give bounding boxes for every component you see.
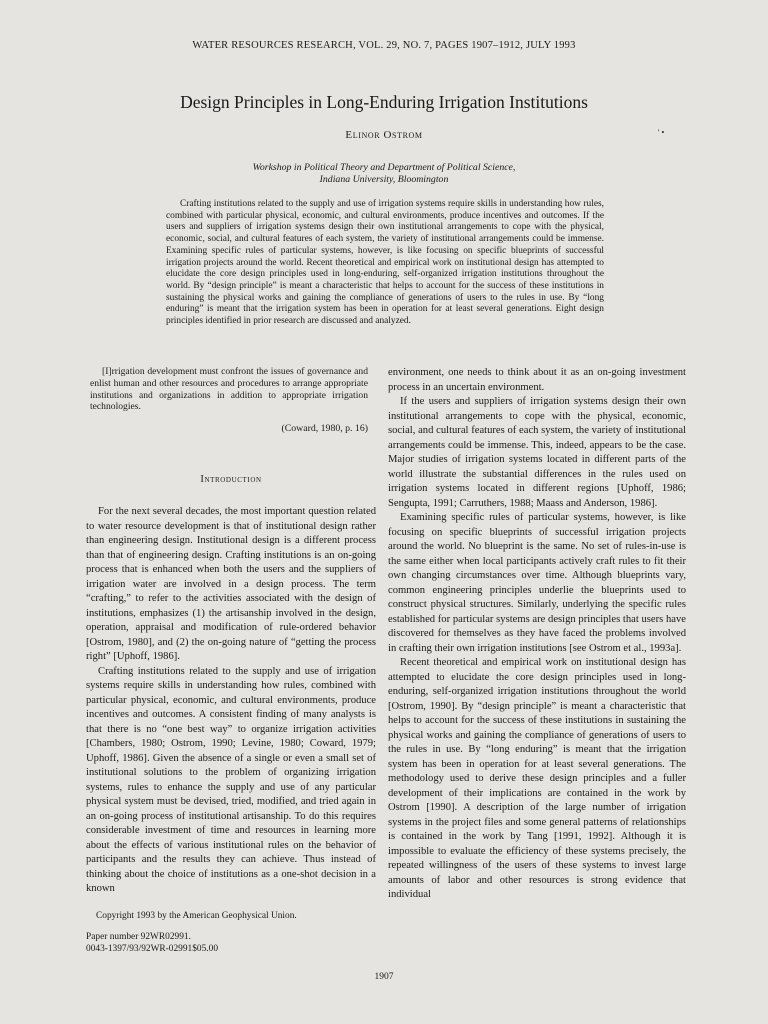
- epigraph-quote: [I]rrigation development must confront the issues of governance and enlist human and other resources and procedures to arrange appropriate institutions and organizations in addition to appropriate irrigation technologies.: [90, 366, 368, 413]
- copyright-line: Copyright 1993 by the American Geophysical Union.: [96, 910, 297, 921]
- epigraph-citation: (Coward, 1980, p. 16): [281, 423, 368, 435]
- body-paragraph: For the next several decades, the most important question related to water resource development is that of institutional design rather than engineering design. Institutional design is a different process than that of engineering design. Crafting institutions is an on-going process that is enhanced when both the users and the suppliers of irrigation water are involved in a design process. The term “crafting,” to refer to the activities associated with the design of institutions, emphasizes (1) the artisanship involved in the design, operation, appraisal and modification of rule-ordered behavior [Ostrom, 1980], and (2) the on-going nature of “getting the process right” [Uphoff, 1986].: [86, 506, 376, 663]
- copyright-block: [86, 911, 376, 956]
- affiliation-line: Indiana University, Bloomington: [319, 174, 449, 185]
- abstract: Crafting institutions related to the supply and use of irrigation systems require skills in understanding how rules, combined with particular physical, economic, and cultural environments, produce incentives and outcomes. If the users and suppliers of irrigation systems design their own institutional arrangements to cope with the physical, economic, social, and cultural features of each system, the variety of institutional arrangements could be immense. Examining specific rules of particular systems, however, is like focusing on specific blueprints of successful irrigation projects around the world. Recent theoretical and empirical work on institutional design has attempted to elucidate the core design principles used in long-enduring, self-organized irrigation institutions throughout the world. By “design principle” is meant a characteristic that helps to account for the success of these institutions in sustaining the physical works and gaining the compliance of generations of users to the rules in use. By “long enduring” is meant that the irrigation system has been in operation for at least several generations. Eight design principles identified in prior research are discussed and analyzed.: [166, 199, 604, 327]
- issn-line: 0043-1397/93/92WR-02991$05.00: [86, 943, 219, 954]
- body-paragraph: Examining specific rules of particular systems, however, is like focusing on specific blueprints of successful irrigation projects around the world. No blueprint is the same. No set of rules-in-use is the same either when local participants actively craft rules to fit their own changing circumstances over time. Although blueprints vary, common engineering principles underlie the blueprints used to construct physical structures. Similarly, underlying the specific rules established for particular systems are design principles that users have discovered for themselves as they have faced the problems involved in crafting their own irrigation institutions [see Ostrom et al., 1993a].: [388, 512, 686, 654]
- page-mark: ' •: [658, 128, 665, 137]
- body-paragraph: environment, one needs to think about it as an on-going investment process in an uncertain environment.: [388, 367, 686, 393]
- page-number: 1907: [374, 972, 394, 982]
- body-paragraph: If the users and suppliers of irrigation systems design their own institutional arrangements to cope with the physical, economic, social, and cultural features of each system, the variety of institutional arrangements could be immense. This, indeed, appears to be the case. Major studies of irrigation systems located in different parts of the world illustrate the substantial differences in the rules used on irrigation systems located in different regions [Uphoff, 1986; Sengupta, 1991; Carruthers, 1988; Maass and Anderson, 1986].: [388, 396, 686, 509]
- author-name: Elinor Ostrom: [345, 129, 423, 141]
- right-column: [388, 366, 686, 903]
- body-paragraph: Recent theoretical and empirical work on institutional design has attempted to elucidate the core design principles used in long-enduring, self-organized irrigation institutions throughout the world [Ostrom, 1990]. By “design principle” is meant a characteristic that helps to account for the success of these institutions in sustaining the physical works and gaining the compliance of generations of users to the rules in use. By “long enduring” is meant that the irrigation system has been in operation for at least several generations. The methodology used to derive these design principles and a fuller development of their implications are contained in the work by Ostrom [1990]. A description of the large number of irrigation systems in the project files and some general patterns of relationships is contained in the work by Tang [1991, 1992]. Although it is impossible to evaluate the efficiency of these systems precisely, the repeated willingness of the users of these systems to invest large amounts of labor and other resources is strong evidence that individual: [388, 657, 686, 900]
- affiliation-line: Workshop in Political Theory and Department of Political Science,: [252, 162, 516, 173]
- section-heading: Introduction: [200, 473, 262, 485]
- running-head: WATER RESOURCES RESEARCH, VOL. 29, NO. 7, PAGES 1907–1912, JULY 1993: [192, 40, 576, 51]
- left-column: [86, 366, 376, 955]
- paper-number: Paper number 92WR02991.: [86, 932, 191, 943]
- body-paragraph: Crafting institutions related to the supply and use of irrigation systems require skills in understanding how rules, combined with particular physical, economic, and cultural environments, produce incentives and outcomes. A consistent finding of many analysts is that there is no “one best way” to organize irrigation activities [Chambers, 1980; Ostrom, 1990; Levine, 1980; Coward, 1979; Uphoff, 1986]. Given the absence of a single or even a small set of institutional solutions to the problem of organizing irrigation systems, rules to enhance the supply and use of any particular physical system must be devised, tried, modified, and tried again in an on-going process of institutional artisanship. To do this requires considerable investment of time and resources in learning more about the effects of various institutional rules on the behavior of participants and the results they can achieve. Thus instead of thinking about the choice of institutions as a one-shot decision in a known: [86, 665, 376, 895]
- affiliation: [0, 162, 768, 186]
- article-title: Design Principles in Long-Enduring Irrigation Institutions: [180, 92, 588, 112]
